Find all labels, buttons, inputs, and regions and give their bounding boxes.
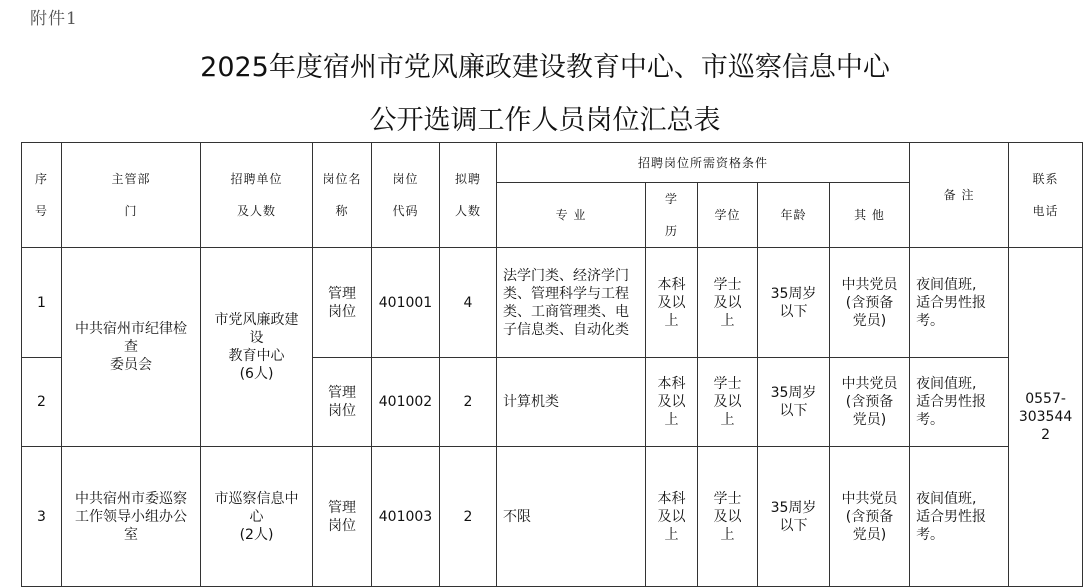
row-post: 管理 岗位 [313,248,372,358]
row-code: 401002 [372,358,440,447]
row-seq: 3 [22,447,62,587]
dept-cell: 中共宿州市委巡察 工作领导小组办公 室 [62,447,201,587]
row-other: 中共党员 (含预备 党员) [830,248,910,358]
row-degree: 学士 及以 上 [698,447,758,587]
row-code: 401003 [372,447,440,587]
table-row [22,248,1083,358]
header-age: 年龄 [758,183,830,248]
row-age: 35周岁 以下 [758,248,830,358]
attachment-label: 附件1 [30,9,78,29]
row-edu: 本科 及以 上 [646,447,698,587]
header-degree: 学位 [698,183,758,248]
row-age: 35周岁 以下 [758,358,830,447]
row-post: 管理 岗位 [313,447,372,587]
row-edu: 本科 及以 上 [646,248,698,358]
page-title-line2: 公开选调工作人员岗位汇总表 [369,105,721,136]
row-degree: 学士 及以 上 [698,358,758,447]
row-note: 夜间值班, 适合男性报 考。 [910,447,1009,587]
header-contact: 联系 电话 [1009,143,1083,248]
header-dept: 主管部 门 [62,143,201,248]
unit-cell: 市巡察信息中 心 (2人) [201,447,313,587]
row-degree: 学士 及以 上 [698,248,758,358]
header-code: 岗位 代码 [372,143,440,248]
row-edu: 本科 及以 上 [646,358,698,447]
dept-cell: 中共宿州市纪律检 查 委员会 [62,248,201,447]
header-seq: 序 号 [22,143,62,248]
unit-cell: 市党风廉政建 设 教育中心 (6人) [201,248,313,447]
header-row-1 [22,143,1083,183]
row-note: 夜间值班, 适合男性报 考。 [910,248,1009,358]
row-other: 中共党员 (含预备 党员) [830,447,910,587]
header-requirements: 招聘岗位所需资格条件 [497,143,910,183]
row-other: 中共党员 (含预备 党员) [830,358,910,447]
header-note: 备 注 [910,143,1009,248]
row-seq: 1 [22,248,62,358]
row-note: 夜间值班, 适合男性报 考。 [910,358,1009,447]
row-seq: 2 [22,358,62,447]
header-edu: 学 历 [646,183,698,248]
header-post: 岗位名 称 [313,143,372,248]
table-row [22,447,1083,587]
row-major: 计算机类 [497,358,646,447]
row-major: 法学门类、经济学门 类、管理科学与工程 类、工商管理类、电 子信息类、自动化类 [497,248,646,358]
row-age: 35周岁 以下 [758,447,830,587]
row-code: 401001 [372,248,440,358]
page-title-line1: 2025年度宿州市党风廉政建设教育中心、市巡察信息中心 [200,52,890,83]
header-num: 拟聘 人数 [440,143,497,248]
contact-cell: 0557- 303544 2 [1009,248,1083,587]
header-unit: 招聘单位 及人数 [201,143,313,248]
header-other: 其 他 [830,183,910,248]
row-num: 2 [440,447,497,587]
positions-table [21,142,1083,587]
row-post: 管理 岗位 [313,358,372,447]
row-major: 不限 [497,447,646,587]
row-num: 4 [440,248,497,358]
row-num: 2 [440,358,497,447]
header-major: 专 业 [497,183,646,248]
